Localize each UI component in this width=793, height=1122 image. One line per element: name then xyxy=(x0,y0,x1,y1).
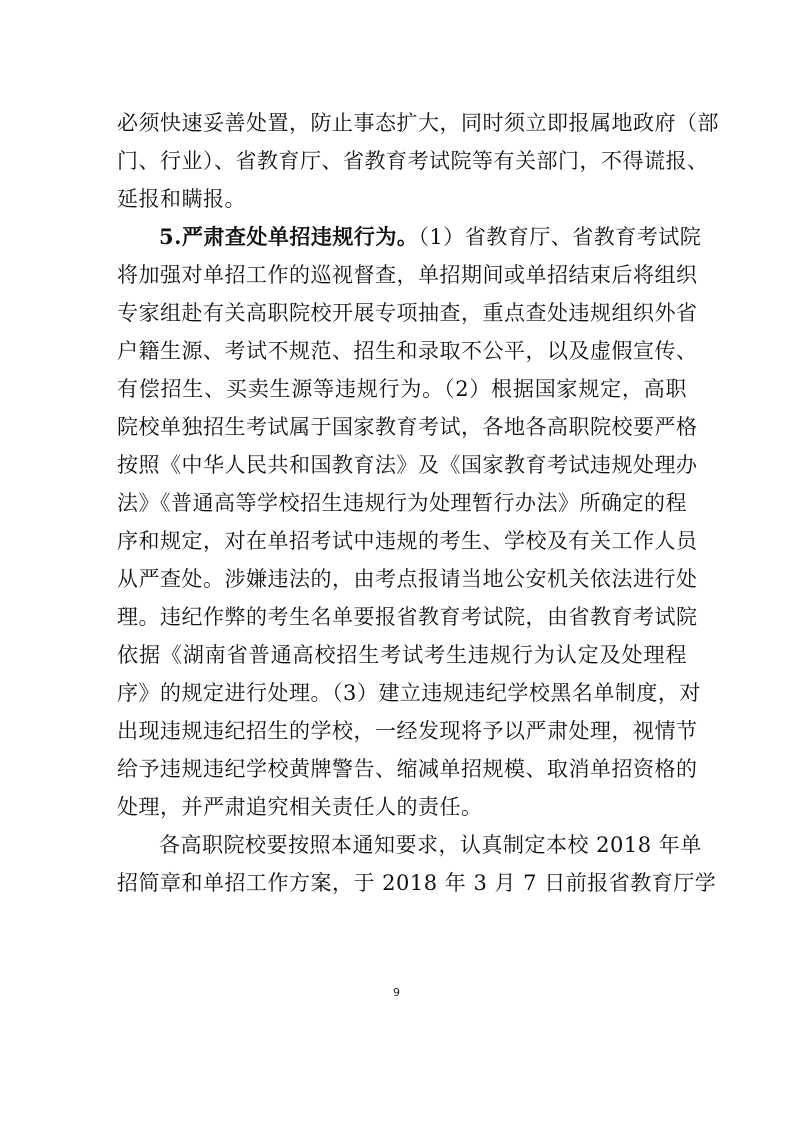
text-line: 招简章和单招工作方案，于 2018 年 3 月 7 日前报省教育厅学 xyxy=(117,871,717,895)
text-line: 门、行业）、省教育厅、省教育考试院等有关部门，不得谎报、 xyxy=(117,149,709,173)
text-line: 延报和瞒报。 xyxy=(117,187,246,211)
text-line: 按照《中华人民共和国教育法》及《国家教育考试违规处理办 xyxy=(117,453,698,477)
text-line: 有偿招生、买卖生源等违规行为。（2）根据国家规定，高职 xyxy=(117,377,687,401)
text-line: 出现违规违纪招生的学校，一经发现将予以严肃处理，视情节 xyxy=(117,719,698,743)
text-line: 专家组赴有关高职院校开展专项抽查，重点查处违规组织外省 xyxy=(117,301,698,325)
text-line: 给予违规违纪学校黄牌警告、缩减单招规模、取消单招资格的 xyxy=(117,757,698,781)
section-heading-line xyxy=(117,218,702,256)
text-line: 序》的规定进行处理。（3）建立违规违纪学校黑名单制度，对 xyxy=(117,681,701,705)
page-number: 9 xyxy=(393,986,400,999)
text-line: 序和规定，对在单招考试中违规的考生、学校及有关工作人员 xyxy=(117,529,698,553)
text-segment: （1）省教育厅、省教育考试院 xyxy=(418,225,702,249)
text-line: 处理，并严肃追究相关责任人的责任。 xyxy=(117,795,483,819)
text-line: 必须快速妥善处置，防止事态扩大，同时须立即报属地政府（部 xyxy=(117,111,719,135)
text-line: 将加强对单招工作的巡视督查，单招期间或单招结束后将组织 xyxy=(117,263,698,287)
text-line: 各高职院校要按照本通知要求，认真制定本校 2018 年单 xyxy=(159,833,702,857)
text-line: 理。违纪作弊的考生名单要报省教育考试院，由省教育考试院 xyxy=(117,605,698,629)
text-line: 院校单独招生考试属于国家教育考试，各地各高职院校要严格 xyxy=(117,415,698,439)
text-line: 法》《普通高等学校招生违规行为处理暂行办法》所确定的程 xyxy=(117,491,687,515)
section-heading: 5.严肃查处单招违规行为。 xyxy=(159,224,419,249)
text-line: 从严查处。涉嫌违法的，由考点报请当地公安机关依法进行处 xyxy=(117,567,698,591)
document-body xyxy=(117,104,719,902)
text-line: 户籍生源、考试不规范、招生和录取不公平，以及虚假宣传、 xyxy=(117,339,698,363)
text-line: 依据《湖南省普通高校招生考试考生违规行为认定及处理程 xyxy=(117,643,687,667)
